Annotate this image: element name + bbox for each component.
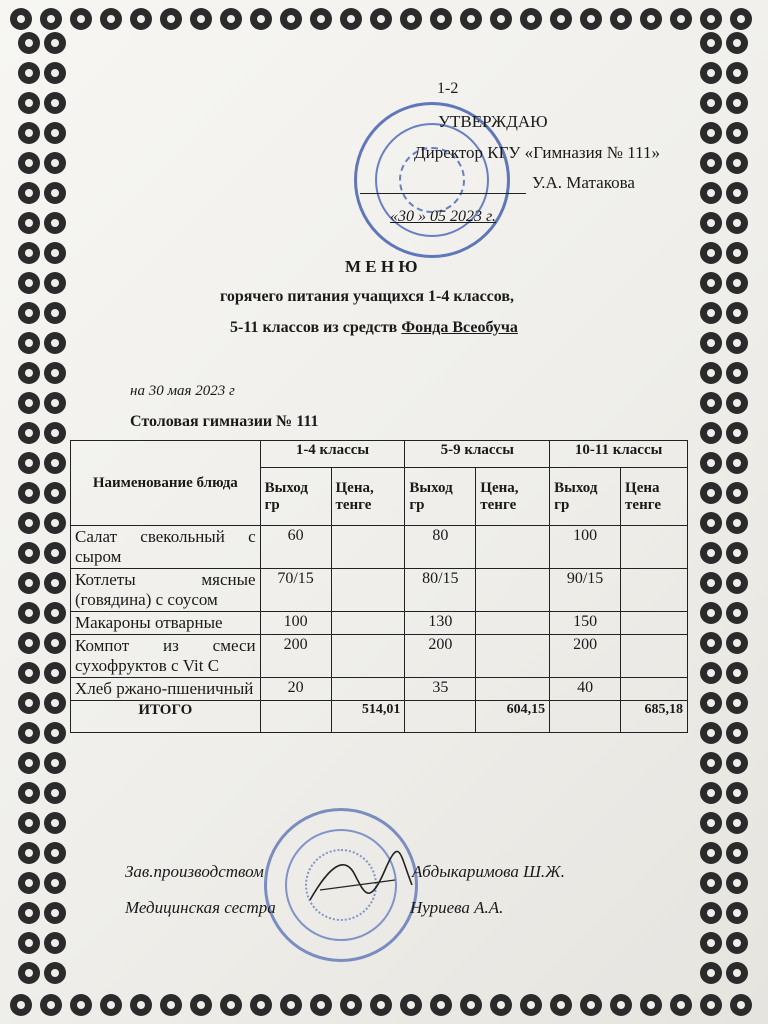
- border-ornament: [18, 122, 40, 144]
- border-ornament: [730, 8, 752, 30]
- border-ornament: [18, 692, 40, 714]
- border-ornament: [726, 512, 748, 534]
- border-ornament: [700, 8, 722, 30]
- border-ornament: [44, 962, 66, 984]
- border-ornament: [44, 932, 66, 954]
- border-ornament: [490, 994, 512, 1016]
- border-ornament: [726, 722, 748, 744]
- border-ornament: [44, 302, 66, 324]
- border-ornament: [700, 962, 722, 984]
- yield-5-9: 80/15: [405, 569, 476, 612]
- border-ornament: [280, 994, 302, 1016]
- border-ornament: [18, 752, 40, 774]
- border-ornament: [70, 8, 92, 30]
- menu-date: на 30 мая 2023 г: [130, 383, 235, 399]
- border-ornament: [18, 902, 40, 924]
- border-ornament: [700, 122, 722, 144]
- border-ornament: [700, 422, 722, 444]
- yield-1-4: 60: [260, 526, 331, 569]
- border-ornament: [726, 212, 748, 234]
- border-ornament: [130, 994, 152, 1016]
- border-ornament: [726, 362, 748, 384]
- header-yield: Выход гр: [260, 468, 331, 526]
- header-price: Цена тенге: [621, 468, 688, 526]
- border-ornament: [700, 662, 722, 684]
- border-ornament: [726, 92, 748, 114]
- border-ornament: [44, 122, 66, 144]
- approval-date: «30 » 05 2023 г.: [390, 208, 497, 225]
- signature-line: [360, 193, 526, 194]
- approval-title: УТВЕРЖДАЮ: [438, 112, 548, 131]
- yield-1-4: 100: [260, 612, 331, 635]
- border-ornament: [44, 452, 66, 474]
- border-ornament: [700, 692, 722, 714]
- border-ornament: [700, 842, 722, 864]
- border-ornament: [726, 482, 748, 504]
- menu-subtitle-line2: [230, 319, 518, 337]
- border-ornament: [700, 332, 722, 354]
- border-ornament: [44, 572, 66, 594]
- border-ornament: [70, 994, 92, 1016]
- border-ornament: [44, 632, 66, 654]
- dish-name: Салат свекольный с сыром: [71, 526, 261, 569]
- border-ornament: [160, 8, 182, 30]
- border-ornament: [44, 902, 66, 924]
- border-ornament: [340, 994, 362, 1016]
- menu-subtitle-prefix: 5-11 классов из средств: [230, 319, 402, 336]
- menu-title: М Е Н Ю: [345, 257, 418, 276]
- border-ornament: [670, 994, 692, 1016]
- border-ornament: [700, 452, 722, 474]
- border-ornament: [700, 752, 722, 774]
- border-ornament: [18, 182, 40, 204]
- border-ornament: [40, 8, 62, 30]
- yield-10-11: 200: [550, 635, 621, 678]
- approval-position: Директор КГУ «Гимназия № 111»: [414, 143, 660, 162]
- dish-name: Макароны отварные: [71, 612, 261, 635]
- border-ornament: [160, 994, 182, 1016]
- border-ornament: [700, 722, 722, 744]
- border-ornament: [726, 32, 748, 54]
- border-ornament: [100, 994, 122, 1016]
- border-ornament: [18, 422, 40, 444]
- border-ornament: [18, 272, 40, 294]
- signature-role: Зав.производством: [125, 862, 264, 881]
- border-ornament: [18, 332, 40, 354]
- border-ornament: [640, 8, 662, 30]
- border-ornament: [220, 994, 242, 1016]
- signature-role: Медицинская сестра: [125, 898, 276, 917]
- border-ornament: [340, 8, 362, 30]
- header-group-1-4: 1-4 классы: [260, 441, 405, 468]
- border-ornament: [18, 452, 40, 474]
- border-ornament: [44, 782, 66, 804]
- border-ornament: [220, 8, 242, 30]
- border-ornament: [18, 62, 40, 84]
- header-price: Цена, тенге: [331, 468, 405, 526]
- border-ornament: [18, 782, 40, 804]
- border-ornament: [44, 92, 66, 114]
- border-ornament: [700, 872, 722, 894]
- border-ornament: [44, 182, 66, 204]
- border-ornament: [700, 242, 722, 264]
- border-ornament: [700, 994, 722, 1016]
- border-ornament: [370, 8, 392, 30]
- border-ornament: [726, 542, 748, 564]
- border-ornament: [18, 662, 40, 684]
- border-ornament: [726, 242, 748, 264]
- border-ornament: [100, 8, 122, 30]
- border-ornament: [700, 212, 722, 234]
- border-ornament: [610, 8, 632, 30]
- border-ornament: [700, 182, 722, 204]
- border-ornament: [726, 632, 748, 654]
- border-ornament: [726, 782, 748, 804]
- border-ornament: [610, 994, 632, 1016]
- border-ornament: [310, 8, 332, 30]
- border-ornament: [700, 572, 722, 594]
- border-ornament: [580, 8, 602, 30]
- border-ornament: [700, 782, 722, 804]
- border-ornament: [726, 62, 748, 84]
- border-ornament: [18, 152, 40, 174]
- border-ornament: [10, 994, 32, 1016]
- yield-10-11: 40: [550, 678, 621, 701]
- menu-subtitle-line1: горячего питания учащихся 1-4 классов,: [220, 288, 515, 305]
- signature-name: Абдыкаримова Ш.Ж.: [412, 862, 565, 881]
- border-ornament: [18, 542, 40, 564]
- canteen-name: Столовая гимназии № 111: [130, 413, 319, 430]
- border-ornament: [130, 8, 152, 30]
- border-ornament: [44, 32, 66, 54]
- border-ornament: [44, 812, 66, 834]
- border-ornament: [44, 392, 66, 414]
- border-ornament: [10, 8, 32, 30]
- yield-5-9: 35: [405, 678, 476, 701]
- border-ornament: [44, 842, 66, 864]
- border-ornament: [726, 332, 748, 354]
- border-ornament: [460, 8, 482, 30]
- yield-1-4: 200: [260, 635, 331, 678]
- border-ornament: [18, 92, 40, 114]
- border-ornament: [44, 62, 66, 84]
- header-group-10-11: 10-11 классы: [550, 441, 688, 468]
- border-ornament: [18, 812, 40, 834]
- border-ornament: [18, 362, 40, 384]
- dish-name: Котлеты мясные (говядина) с соусом: [71, 569, 261, 612]
- border-ornament: [18, 602, 40, 624]
- border-ornament: [44, 512, 66, 534]
- border-ornament: [700, 632, 722, 654]
- border-ornament: [726, 692, 748, 714]
- border-ornament: [400, 994, 422, 1016]
- border-ornament: [18, 32, 40, 54]
- border-ornament: [730, 994, 752, 1016]
- border-ornament: [726, 182, 748, 204]
- signature-name: Нуриева А.А.: [410, 898, 504, 917]
- border-ornament: [18, 962, 40, 984]
- border-ornament: [726, 392, 748, 414]
- border-ornament: [700, 392, 722, 414]
- menu-table: [70, 440, 688, 733]
- total-5-9: 604,15: [476, 701, 550, 733]
- border-ornament: [726, 932, 748, 954]
- border-ornament: [726, 602, 748, 624]
- fund-name: Фонда Всеобуча: [401, 319, 518, 336]
- border-ornament: [700, 932, 722, 954]
- border-ornament: [726, 572, 748, 594]
- header-group-5-9: 5-9 классы: [405, 441, 550, 468]
- border-ornament: [726, 122, 748, 144]
- border-ornament: [700, 902, 722, 924]
- border-ornament: [700, 812, 722, 834]
- border-ornament: [726, 872, 748, 894]
- border-ornament: [520, 8, 542, 30]
- border-ornament: [726, 302, 748, 324]
- border-ornament: [700, 482, 722, 504]
- border-ornament: [44, 422, 66, 444]
- yield-5-9: 200: [405, 635, 476, 678]
- border-ornament: [44, 602, 66, 624]
- table-row: [71, 635, 688, 678]
- border-ornament: [700, 92, 722, 114]
- border-ornament: [18, 842, 40, 864]
- yield-1-4: 20: [260, 678, 331, 701]
- table-row: [71, 526, 688, 569]
- border-ornament: [490, 8, 512, 30]
- border-ornament: [44, 242, 66, 264]
- header-yield: Выход гр: [550, 468, 621, 526]
- border-ornament: [44, 662, 66, 684]
- table-row: [71, 678, 688, 701]
- border-ornament: [18, 392, 40, 414]
- total-10-11: 685,18: [621, 701, 688, 733]
- border-ornament: [44, 752, 66, 774]
- border-ornament: [550, 8, 572, 30]
- border-ornament: [670, 8, 692, 30]
- border-ornament: [430, 994, 452, 1016]
- border-ornament: [18, 482, 40, 504]
- border-ornament: [726, 812, 748, 834]
- yield-1-4: 70/15: [260, 569, 331, 612]
- decorative-border-top: [10, 6, 758, 32]
- table-row: [71, 569, 688, 612]
- border-ornament: [726, 842, 748, 864]
- border-ornament: [460, 994, 482, 1016]
- header-dish-name: Наименование блюда: [71, 441, 261, 526]
- border-ornament: [700, 602, 722, 624]
- yield-10-11: 90/15: [550, 569, 621, 612]
- border-ornament: [44, 362, 66, 384]
- border-ornament: [700, 32, 722, 54]
- border-ornament: [18, 932, 40, 954]
- border-ornament: [250, 8, 272, 30]
- border-ornament: [726, 662, 748, 684]
- border-ornament: [400, 8, 422, 30]
- border-ornament: [700, 512, 722, 534]
- border-ornament: [18, 872, 40, 894]
- page-number: 1-2: [437, 80, 459, 97]
- yield-10-11: 150: [550, 612, 621, 635]
- border-ornament: [250, 994, 272, 1016]
- border-ornament: [700, 152, 722, 174]
- border-ornament: [44, 872, 66, 894]
- yield-10-11: 100: [550, 526, 621, 569]
- decorative-border-bottom: [10, 992, 758, 1018]
- yield-5-9: 80: [405, 526, 476, 569]
- border-ornament: [310, 994, 332, 1016]
- border-ornament: [580, 994, 602, 1016]
- total-label: ИТОГО: [71, 701, 261, 733]
- table-row: [71, 612, 688, 635]
- border-ornament: [44, 482, 66, 504]
- border-ornament: [18, 242, 40, 264]
- border-ornament: [44, 272, 66, 294]
- border-ornament: [520, 994, 542, 1016]
- border-ornament: [44, 212, 66, 234]
- border-ornament: [40, 994, 62, 1016]
- total-row: [71, 701, 688, 733]
- border-ornament: [430, 8, 452, 30]
- header-yield: Выход гр: [405, 468, 476, 526]
- border-ornament: [700, 62, 722, 84]
- handwritten-signature: [300, 845, 420, 915]
- approval-name: У.А. Матакова: [532, 173, 635, 192]
- border-ornament: [280, 8, 302, 30]
- border-ornament: [726, 452, 748, 474]
- decorative-border-left: [18, 32, 66, 992]
- decorative-border-right: [700, 32, 756, 992]
- total-1-4: 514,01: [331, 701, 405, 733]
- border-ornament: [726, 272, 748, 294]
- border-ornament: [18, 212, 40, 234]
- border-ornament: [18, 722, 40, 744]
- border-ornament: [700, 302, 722, 324]
- border-ornament: [726, 152, 748, 174]
- border-ornament: [190, 8, 212, 30]
- border-ornament: [640, 994, 662, 1016]
- border-ornament: [18, 572, 40, 594]
- border-ornament: [726, 962, 748, 984]
- border-ornament: [550, 994, 572, 1016]
- border-ornament: [44, 152, 66, 174]
- border-ornament: [44, 722, 66, 744]
- dish-name: Компот из смеси сухофруктов с Vit C: [71, 635, 261, 678]
- border-ornament: [18, 632, 40, 654]
- border-ornament: [726, 422, 748, 444]
- border-ornament: [370, 994, 392, 1016]
- border-ornament: [700, 362, 722, 384]
- border-ornament: [700, 272, 722, 294]
- border-ornament: [726, 752, 748, 774]
- border-ornament: [44, 332, 66, 354]
- border-ornament: [18, 302, 40, 324]
- border-ornament: [44, 692, 66, 714]
- border-ornament: [190, 994, 212, 1016]
- border-ornament: [726, 902, 748, 924]
- border-ornament: [44, 542, 66, 564]
- border-ornament: [18, 512, 40, 534]
- yield-5-9: 130: [405, 612, 476, 635]
- border-ornament: [700, 542, 722, 564]
- header-price: Цена, тенге: [476, 468, 550, 526]
- dish-name: Хлеб ржано-пшеничный: [71, 678, 261, 701]
